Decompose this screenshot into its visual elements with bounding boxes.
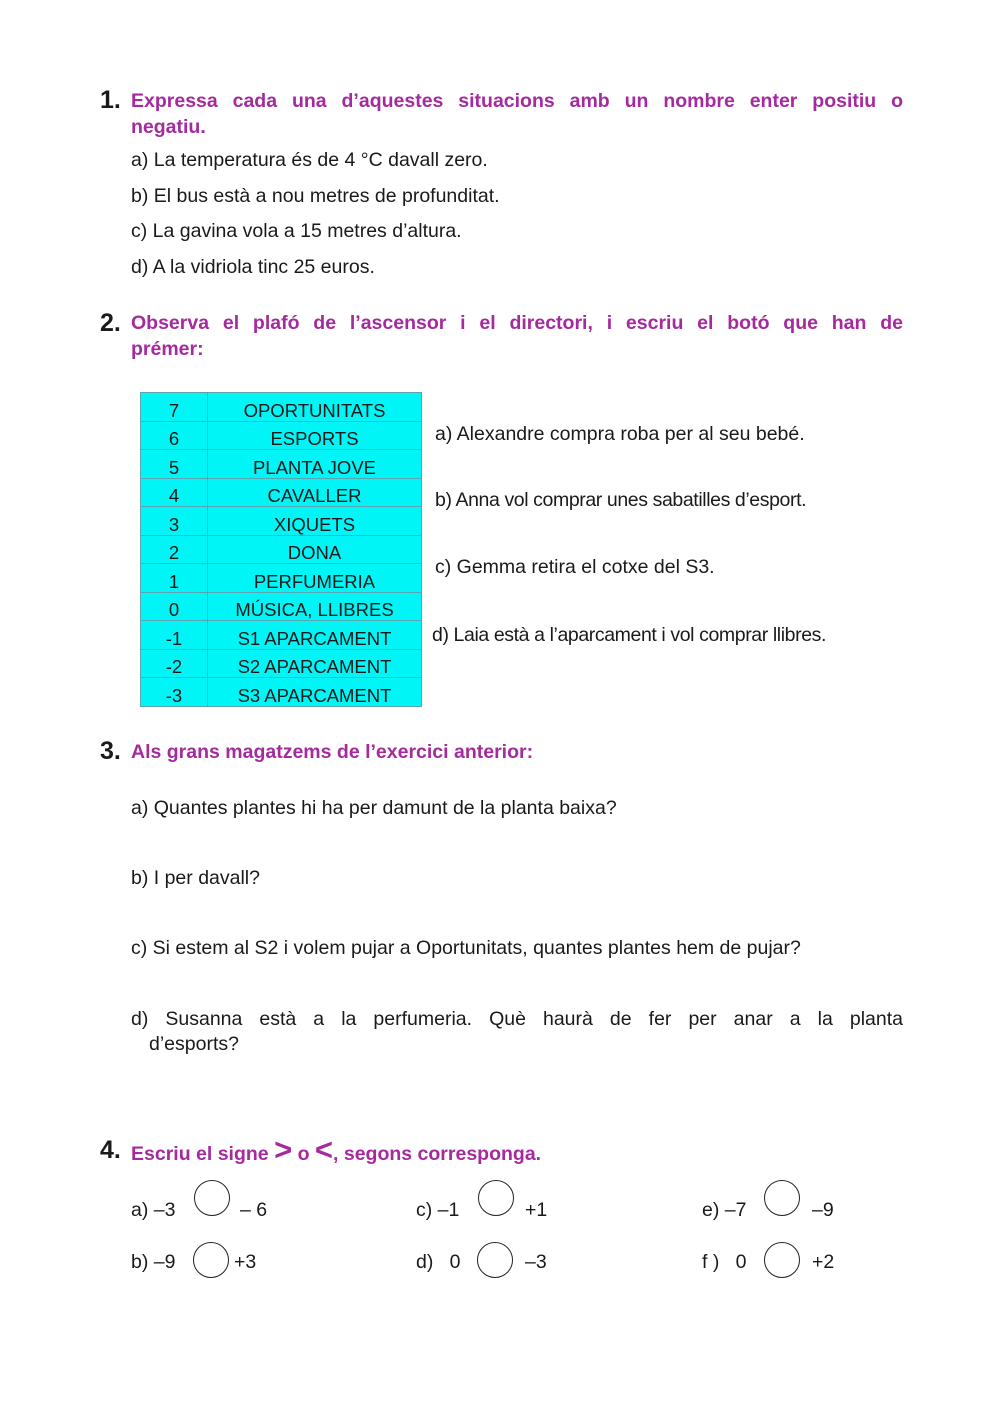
directory-row <box>141 421 422 450</box>
answer-circle-c[interactable] <box>478 1180 514 1216</box>
answer-circle-d[interactable] <box>477 1242 513 1278</box>
exercise-3-number: 3. <box>100 737 121 765</box>
directory-row <box>141 507 422 536</box>
directory-floor: 7 <box>141 393 208 422</box>
directory-floor: -2 <box>141 649 208 678</box>
exercise-3-item-c: c) Si estem al S2 i volem pujar a Oportunitats, quantes plantes hem de pujar? <box>131 937 801 959</box>
directory-floor: 0 <box>141 592 208 621</box>
exercise-4-number: 4. <box>100 1136 121 1164</box>
answer-circle-b[interactable] <box>193 1242 229 1278</box>
comparison-right-d: –3 <box>525 1251 547 1273</box>
exercise-2-question-b: b) Anna vol comprar unes sabatilles d’esport. <box>435 489 807 511</box>
directory-department: CAVALLER <box>208 478 422 507</box>
directory-row <box>141 592 422 621</box>
directory-department: S2 APARCAMENT <box>208 649 422 678</box>
comparison-left-f: f ) 0 <box>702 1251 747 1273</box>
comparison-right-f: +2 <box>812 1251 835 1273</box>
comparison-right-a: – 6 <box>240 1199 268 1221</box>
comparison-right-e: –9 <box>812 1199 834 1221</box>
comparison-right-b: +3 <box>234 1251 257 1273</box>
directory-department: ESPORTS <box>208 421 422 450</box>
exercise-1-title-line1: Expressa cada una d’aquestes situacions amb un nombre enter positiu o <box>131 90 903 112</box>
directory-department: XIQUETS <box>208 507 422 536</box>
exercise-2-question-a: a) Alexandre compra roba per al seu bebé. <box>435 423 805 445</box>
directory-department: PERFUMERIA <box>208 564 422 593</box>
comparison-left-e: e) –7 <box>702 1199 747 1221</box>
exercise-4-title <box>131 1132 542 1167</box>
exercise-3-item-b: b) I per davall? <box>131 867 260 889</box>
directory-row <box>141 450 422 479</box>
answer-circle-f[interactable] <box>764 1242 800 1278</box>
less-than-sign: < <box>314 1132 334 1167</box>
directory-row <box>141 393 422 422</box>
directory-floor: 4 <box>141 478 208 507</box>
exercise-1-item-a: a) La temperatura és de 4 °C davall zero. <box>131 149 488 171</box>
directory-floor: 2 <box>141 535 208 564</box>
exercise-2-title-line2: prémer: <box>131 338 204 360</box>
answer-circle-e[interactable] <box>764 1180 800 1216</box>
directory-department: S1 APARCAMENT <box>208 621 422 650</box>
exercise-1-number: 1. <box>100 86 121 114</box>
directory-department: DONA <box>208 535 422 564</box>
comparison-left-b: b) –9 <box>131 1251 176 1273</box>
directory-row <box>141 535 422 564</box>
exercise-3-item-d-line2: d’esports? <box>149 1033 239 1055</box>
directory-department: PLANTA JOVE <box>208 450 422 479</box>
comparison-left-d: d) 0 <box>416 1251 461 1273</box>
comparison-right-c: +1 <box>525 1199 548 1221</box>
title-part: , segons corresponga. <box>333 1143 542 1165</box>
comparison-left-c: c) –1 <box>416 1199 460 1221</box>
directory-row <box>141 564 422 593</box>
directory-floor: -3 <box>141 678 208 707</box>
directory-row <box>141 678 422 707</box>
directory-floor: 3 <box>141 507 208 536</box>
directory-row <box>141 478 422 507</box>
directory-floor: 5 <box>141 450 208 479</box>
directory-department: MÚSICA, LLIBRES <box>208 592 422 621</box>
directory-department: S3 APARCAMENT <box>208 678 422 707</box>
exercise-1-item-d: d) A la vidriola tinc 25 euros. <box>131 256 375 278</box>
title-part: o <box>292 1143 315 1165</box>
directory-floor: 1 <box>141 564 208 593</box>
store-directory-table <box>140 392 422 707</box>
comparison-left-a: a) –3 <box>131 1199 176 1221</box>
directory-floor: -1 <box>141 621 208 650</box>
exercise-3-item-d-line1: d) Susanna està a la perfumeria. Què haurà de fer per anar a la planta <box>131 1008 903 1030</box>
directory-floor: 6 <box>141 421 208 450</box>
exercise-1-item-c: c) La gavina vola a 15 metres d’altura. <box>131 220 462 242</box>
exercise-2-title-line1: Observa el plafó de l’ascensor i el directori, i escriu el botó que han de <box>131 312 903 334</box>
answer-circle-a[interactable] <box>194 1180 230 1216</box>
title-part: Escriu el signe <box>131 1143 275 1165</box>
directory-row <box>141 621 422 650</box>
directory-department: OPORTUNITATS <box>208 393 422 422</box>
exercise-2-number: 2. <box>100 309 121 337</box>
exercise-3-title: Als grans magatzems de l’exercici anterior: <box>131 741 534 763</box>
greater-than-sign: > <box>274 1132 293 1167</box>
exercise-2-question-c: c) Gemma retira el cotxe del S3. <box>435 556 715 578</box>
exercise-2-question-d: d) Laia està a l’aparcament i vol comprar llibres. <box>432 624 827 646</box>
exercise-1-item-b: b) El bus està a nou metres de profunditat. <box>131 185 500 207</box>
exercise-1-title-line2: negatiu. <box>131 116 206 138</box>
exercise-3-item-a: a) Quantes plantes hi ha per damunt de la planta baixa? <box>131 797 617 819</box>
directory-row <box>141 649 422 678</box>
